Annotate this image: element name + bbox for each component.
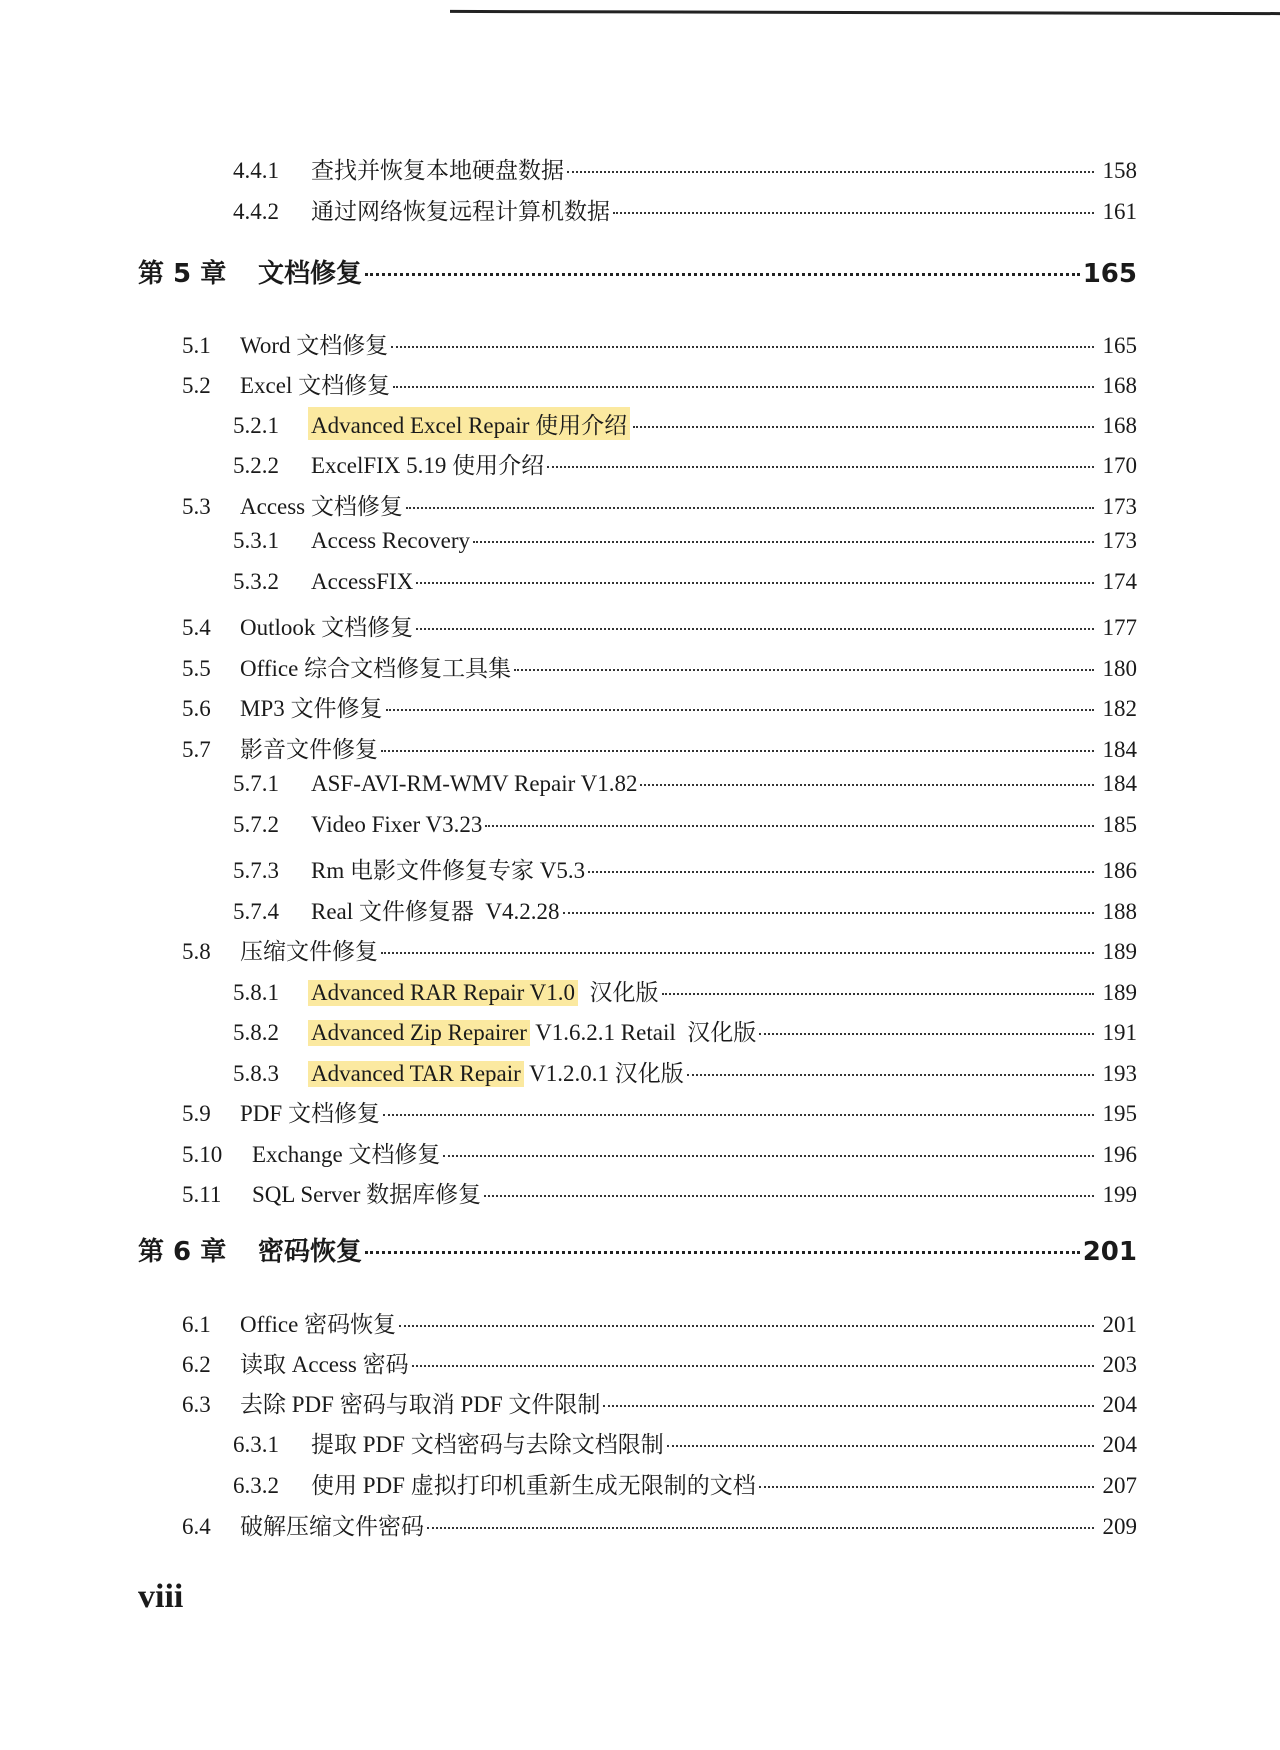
page-ref: 184 [1102, 737, 1137, 762]
toc-subsection[interactable] [233, 152, 1137, 186]
section-title: Access Recovery [311, 528, 471, 553]
dot-leader [443, 1155, 1094, 1157]
dot-leader [416, 582, 1094, 584]
section-number: 5.2.2 [233, 453, 279, 478]
section-title [311, 1055, 684, 1088]
dot-leader [485, 825, 1094, 827]
section-title: ExcelFIX 5.19 使用介绍 [311, 453, 545, 478]
dot-leader [563, 912, 1094, 914]
page-ref: 188 [1102, 899, 1137, 924]
dot-leader [667, 1445, 1094, 1447]
section-number: 5.2 [182, 373, 211, 398]
section-title: 破解压缩文件密码 [240, 1514, 424, 1539]
dot-leader [687, 1074, 1094, 1076]
toc-subsection[interactable] [233, 1467, 1137, 1501]
dot-leader [399, 1325, 1094, 1327]
dot-leader [427, 1527, 1094, 1529]
section-title: Outlook 文档修复 [240, 615, 414, 640]
section-number: 5.8 [182, 939, 211, 964]
page-ref: 201 [1082, 1237, 1137, 1267]
section-number: 5.11 [182, 1182, 222, 1207]
toc-section[interactable] [182, 327, 1137, 361]
section-title: 影音文件修复 [240, 737, 378, 762]
dot-leader [759, 1486, 1094, 1488]
page-ref: 189 [1102, 980, 1137, 1005]
dot-leader [759, 1033, 1094, 1035]
section-title: 使用 PDF 虚拟打印机重新生成无限制的文档 [311, 1473, 756, 1498]
dot-leader [416, 628, 1094, 630]
section-number: 5.8.2 [233, 1020, 279, 1045]
dot-leader [633, 426, 1094, 428]
section-number: 5.7 [182, 737, 211, 762]
section-title: MP3 文件修复 [240, 696, 383, 721]
highlighted-text: Advanced Excel Repair 使用介绍 [308, 407, 630, 440]
page-ref: 184 [1102, 771, 1137, 796]
section-title: Office 综合文档修复工具集 [240, 656, 512, 681]
section-title: 通过网络恢复远程计算机数据 [311, 199, 610, 224]
page-ref: 189 [1102, 939, 1137, 964]
toc-section[interactable] [182, 1346, 1137, 1380]
dot-leader [406, 507, 1094, 509]
dot-leader [662, 993, 1094, 995]
toc-section[interactable] [182, 731, 1137, 765]
section-number: 5.3.2 [233, 569, 279, 594]
dot-leader [365, 1251, 1080, 1254]
page-ref: 173 [1102, 494, 1137, 519]
page-ref: 199 [1102, 1182, 1137, 1207]
dot-leader [588, 871, 1094, 873]
section-number: 5.8.3 [233, 1061, 279, 1086]
toc-section[interactable] [182, 933, 1137, 967]
highlighted-text: Advanced Zip Repairer [308, 1020, 530, 1046]
section-number: 5.7.1 [233, 771, 279, 796]
section-title: SQL Server 数据库修复 [252, 1182, 482, 1207]
title-suffix: V1.2.0.1 汉化版 [523, 1061, 684, 1086]
section-title: 提取 PDF 文档密码与去除文档限制 [311, 1432, 664, 1457]
top-rule [450, 10, 1280, 15]
page-ref: 209 [1102, 1514, 1137, 1539]
dot-leader [412, 1365, 1094, 1367]
toc-section[interactable] [182, 488, 1137, 522]
toc-subsection[interactable] [233, 852, 1137, 886]
section-title [311, 1014, 756, 1047]
section-number: 6.3.1 [233, 1432, 279, 1457]
section-number: 4.4.2 [233, 199, 279, 224]
section-number: 5.3 [182, 494, 211, 519]
page-ref: 191 [1102, 1020, 1137, 1045]
highlighted-text: Advanced RAR Repair V1.0 [308, 980, 578, 1006]
highlighted-text: Advanced TAR Repair [308, 1061, 524, 1087]
toc-chapter[interactable] [138, 1231, 1137, 1271]
section-number: 5.4 [182, 615, 211, 640]
toc-subsection[interactable] [233, 812, 1137, 846]
section-title: AccessFIX [311, 569, 414, 594]
chapter-number: 第 6 章 [138, 1237, 227, 1267]
page-ref: 186 [1102, 858, 1137, 883]
page-ref: 180 [1102, 656, 1137, 681]
toc-section[interactable] [182, 1095, 1137, 1129]
toc-section[interactable] [182, 650, 1137, 684]
page-ref: 195 [1102, 1101, 1137, 1126]
toc-subsection[interactable] [233, 407, 1137, 441]
dot-leader [547, 466, 1094, 468]
section-number: 6.2 [182, 1352, 211, 1377]
section-title: Access 文档修复 [240, 494, 403, 519]
section-title: Word 文档修复 [240, 333, 389, 358]
dot-leader [603, 1405, 1094, 1407]
page-ref: 168 [1102, 413, 1137, 438]
toc-section[interactable] [182, 1386, 1137, 1420]
dot-leader [393, 386, 1094, 388]
page-ref: 168 [1102, 373, 1137, 398]
section-title: Office 密码恢复 [240, 1312, 397, 1337]
toc-section[interactable] [182, 690, 1137, 724]
page-ref: 203 [1102, 1352, 1137, 1377]
chapter-number: 第 5 章 [138, 259, 227, 289]
page-ref: 182 [1102, 696, 1137, 721]
toc-subsection[interactable] [233, 193, 1137, 227]
dot-leader [365, 273, 1080, 276]
page-ref: 165 [1082, 259, 1137, 289]
toc-subsection[interactable] [233, 528, 1137, 562]
section-number: 4.4.1 [233, 158, 279, 183]
toc-section[interactable] [182, 367, 1137, 401]
dot-leader [391, 346, 1094, 348]
title-suffix: V1.6.2.1 Retail 汉化版 [529, 1020, 757, 1045]
section-number: 5.1 [182, 333, 211, 358]
dot-leader [640, 784, 1094, 786]
section-number: 5.5 [182, 656, 211, 681]
toc-subsection[interactable] [233, 1055, 1137, 1089]
dot-leader [386, 709, 1095, 711]
page-ref: 204 [1102, 1392, 1137, 1417]
page-ref: 161 [1102, 199, 1137, 224]
section-title: ASF-AVI-RM-WMV Repair V1.82 [311, 771, 638, 796]
page-ref: 185 [1102, 812, 1137, 837]
page-ref: 207 [1102, 1473, 1137, 1498]
toc-section[interactable] [182, 1136, 1137, 1170]
toc-subsection[interactable] [233, 1014, 1137, 1048]
toc-subsection[interactable] [233, 771, 1137, 805]
dot-leader [383, 1114, 1094, 1116]
dot-leader [567, 171, 1094, 173]
toc-chapter[interactable] [138, 253, 1137, 293]
toc-subsection[interactable] [233, 893, 1137, 927]
section-title: Rm 电影文件修复专家 V5.3 [311, 858, 586, 883]
section-title [311, 407, 630, 440]
dot-leader [473, 541, 1094, 543]
toc-subsection[interactable] [233, 447, 1137, 481]
dot-leader [514, 669, 1094, 671]
dot-leader [613, 212, 1094, 214]
section-number: 6.3.2 [233, 1473, 279, 1498]
section-title: 查找并恢复本地硬盘数据 [311, 158, 564, 183]
section-title: Excel 文档修复 [240, 373, 391, 398]
toc-section[interactable] [182, 1306, 1137, 1340]
page-number: viii [138, 1578, 184, 1615]
section-title [311, 974, 659, 1007]
section-number: 5.8.1 [233, 980, 279, 1005]
section-title: PDF 文档修复 [240, 1101, 380, 1126]
page-ref: 196 [1102, 1142, 1137, 1167]
section-number: 5.3.1 [233, 528, 279, 553]
section-number: 6.3 [182, 1392, 211, 1417]
page-ref: 170 [1102, 453, 1137, 478]
section-title: 读取 Access 密码 [240, 1352, 409, 1377]
page-ref: 173 [1102, 528, 1137, 553]
dot-leader [484, 1195, 1094, 1197]
section-title: Video Fixer V3.23 [311, 812, 483, 837]
page-ref: 177 [1102, 615, 1137, 640]
section-title: 去除 PDF 密码与取消 PDF 文件限制 [240, 1392, 601, 1417]
section-number: 5.7.3 [233, 858, 279, 883]
section-title: Exchange 文档修复 [252, 1142, 441, 1167]
section-number: 5.9 [182, 1101, 211, 1126]
dot-leader [381, 750, 1094, 752]
page-ref: 193 [1102, 1061, 1137, 1086]
toc-subsection[interactable] [233, 974, 1137, 1008]
section-number: 6.4 [182, 1514, 211, 1539]
dot-leader [381, 952, 1094, 954]
section-number: 5.7.2 [233, 812, 279, 837]
page-ref: 204 [1102, 1432, 1137, 1457]
toc-subsection[interactable] [233, 1426, 1137, 1460]
section-title: 压缩文件修复 [240, 939, 378, 964]
toc-subsection[interactable] [233, 569, 1137, 603]
toc-section[interactable] [182, 1508, 1137, 1542]
section-number: 5.6 [182, 696, 211, 721]
section-number: 5.7.4 [233, 899, 279, 924]
chapter-title: 文档修复 [258, 259, 363, 289]
page-ref: 165 [1102, 333, 1137, 358]
chapter-title: 密码恢复 [258, 1237, 363, 1267]
section-number: 5.2.1 [233, 413, 279, 438]
section-number: 6.1 [182, 1312, 211, 1337]
page-ref: 174 [1102, 569, 1137, 594]
section-title: Real 文件修复器 V4.2.28 [311, 899, 560, 924]
page-ref: 158 [1102, 158, 1137, 183]
title-suffix: 汉化版 [578, 980, 659, 1005]
section-number: 5.10 [182, 1142, 223, 1167]
toc-section[interactable] [182, 609, 1137, 643]
toc-section[interactable] [182, 1176, 1137, 1210]
page-ref: 201 [1102, 1312, 1137, 1337]
